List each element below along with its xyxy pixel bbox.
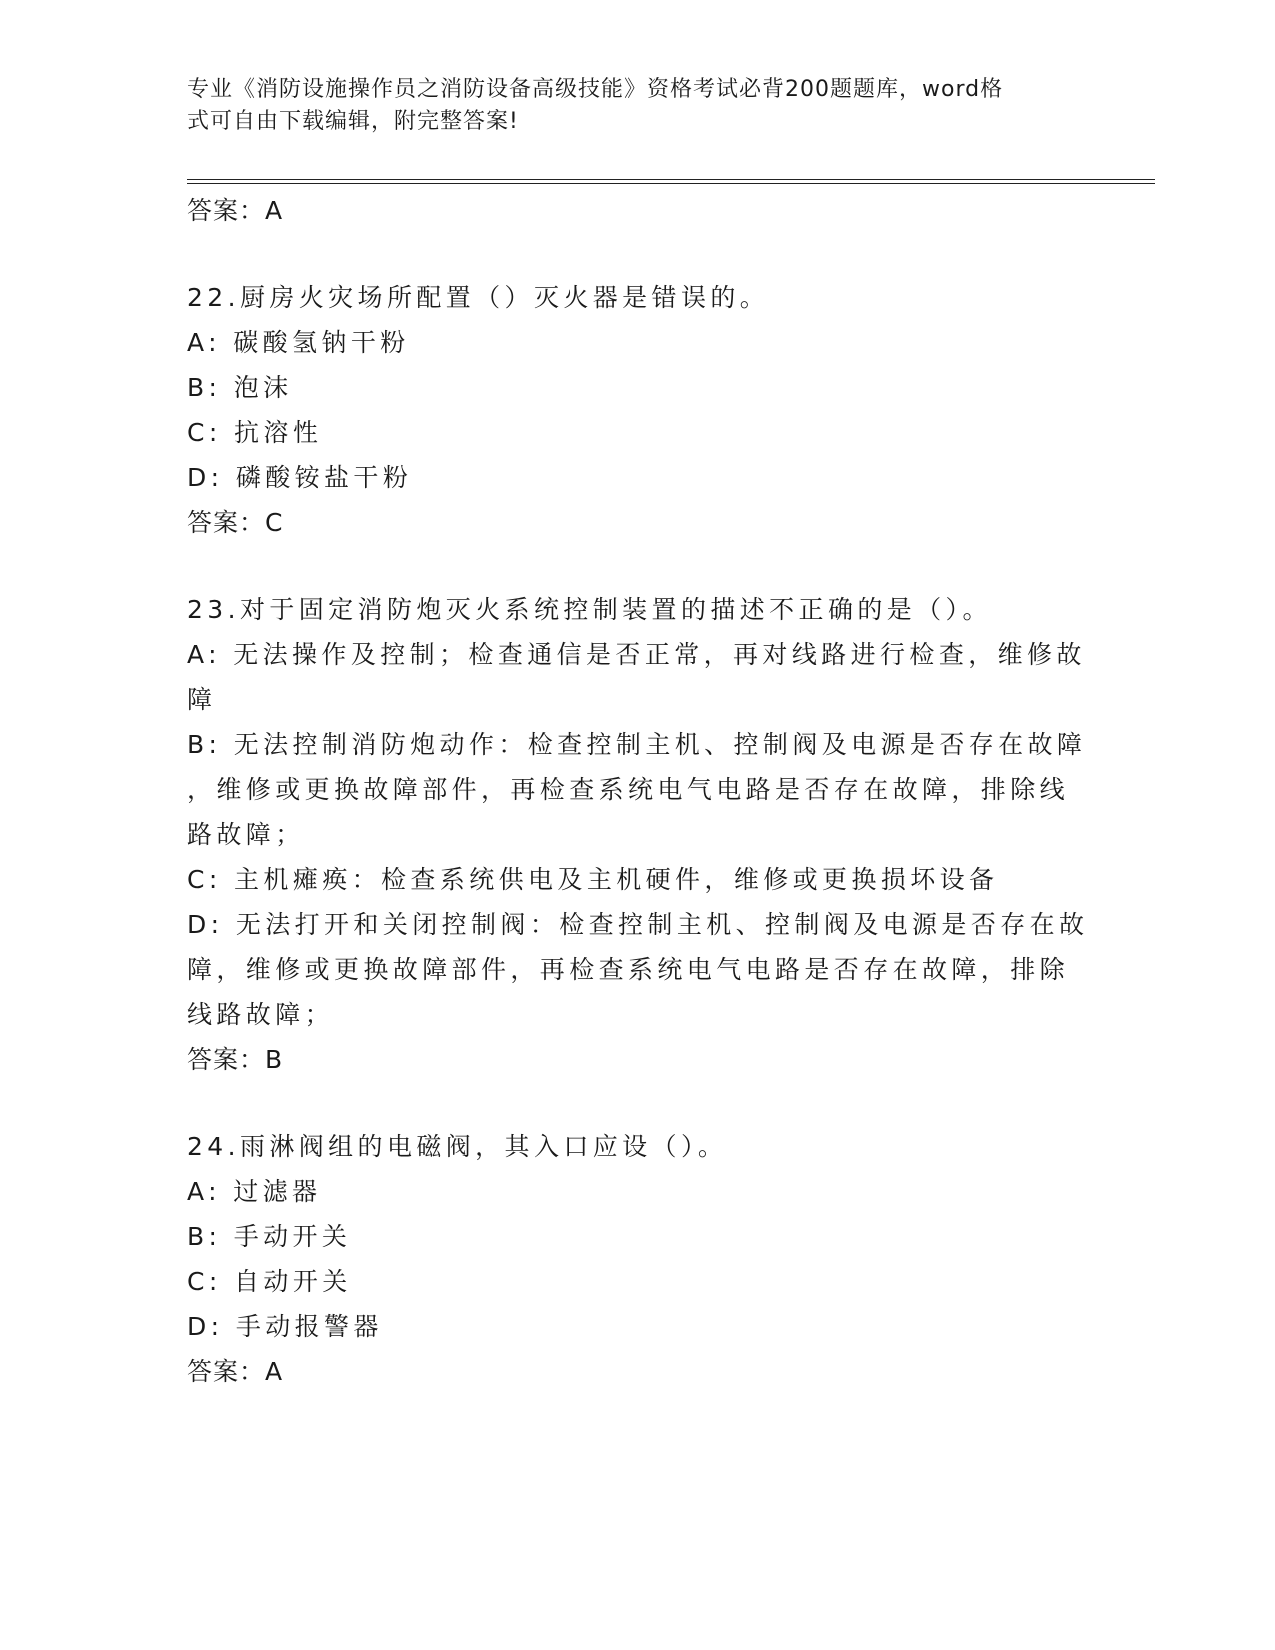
question-answer: 答案：A	[187, 1357, 284, 1386]
option-b-line-2: ，维修或更换故障部件，再检查系统电气电路是否存在故障，排除线	[187, 775, 1070, 804]
header-divider-top	[187, 179, 1155, 180]
option-b	[187, 722, 1087, 857]
option-b: B: 手动开关	[187, 1222, 352, 1251]
document-body	[187, 188, 1087, 1394]
question-23	[187, 587, 1087, 1082]
option-b: B: 泡沫	[187, 373, 293, 402]
previous-answer: 答案：A	[187, 196, 284, 225]
header-line-2: 式可自由下载编辑，附完整答案!	[187, 109, 519, 134]
question-title: 24.雨淋阀组的电磁阀，其入口应设（）。	[187, 1132, 728, 1161]
option-c: C: 抗溶性	[187, 418, 323, 447]
option-c: C: 自动开关	[187, 1267, 352, 1296]
question-title: 22.厨房火灾场所配置（）灭火器是错误的。	[187, 283, 770, 312]
option-d-line-3: 线路故障；	[187, 1000, 335, 1029]
question-answer: 答案：C	[187, 508, 284, 537]
option-a-line-2: 障	[187, 685, 217, 714]
option-d	[187, 902, 1087, 1037]
option-b-line-3: 路故障；	[187, 820, 305, 849]
question-22	[187, 275, 1087, 545]
option-d: D: 手动报警器	[187, 1312, 383, 1341]
document-header	[187, 74, 1067, 138]
option-d-line-2: 障，维修或更换故障部件，再检查系统电气电路是否存在故障，排除	[187, 955, 1070, 984]
option-c	[187, 857, 1087, 902]
option-a	[187, 632, 1087, 722]
question-24	[187, 1124, 1087, 1394]
header-line-1: 专业《消防设施操作员之消防设备高级技能》资格考试必背200题题库，word格	[187, 77, 1004, 102]
question-title: 23.对于固定消防炮灭火系统控制装置的描述不正确的是（）。	[187, 595, 992, 624]
question-answer: 答案：B	[187, 1045, 284, 1074]
header-divider-bottom	[187, 183, 1155, 184]
option-c-line-1: C: 主机瘫痪：检查系统供电及主机硬件，维修或更换损坏设备	[187, 865, 999, 894]
option-a: A: 碳酸氢钠干粉	[187, 328, 410, 357]
option-d-line-1: D: 无法打开和关闭控制阀：检查控制主机、控制阀及电源是否存在故	[187, 910, 1089, 939]
option-d: D: 磷酸铵盐干粉	[187, 463, 413, 492]
option-a: A: 过滤器	[187, 1177, 322, 1206]
option-b-line-1: B: 无法控制消防炮动作：检查控制主机、控制阀及电源是否存在故障	[187, 730, 1087, 759]
option-a-line-1: A: 无法操作及控制；检查通信是否正常，再对线路进行检查，维修故	[187, 640, 1086, 669]
